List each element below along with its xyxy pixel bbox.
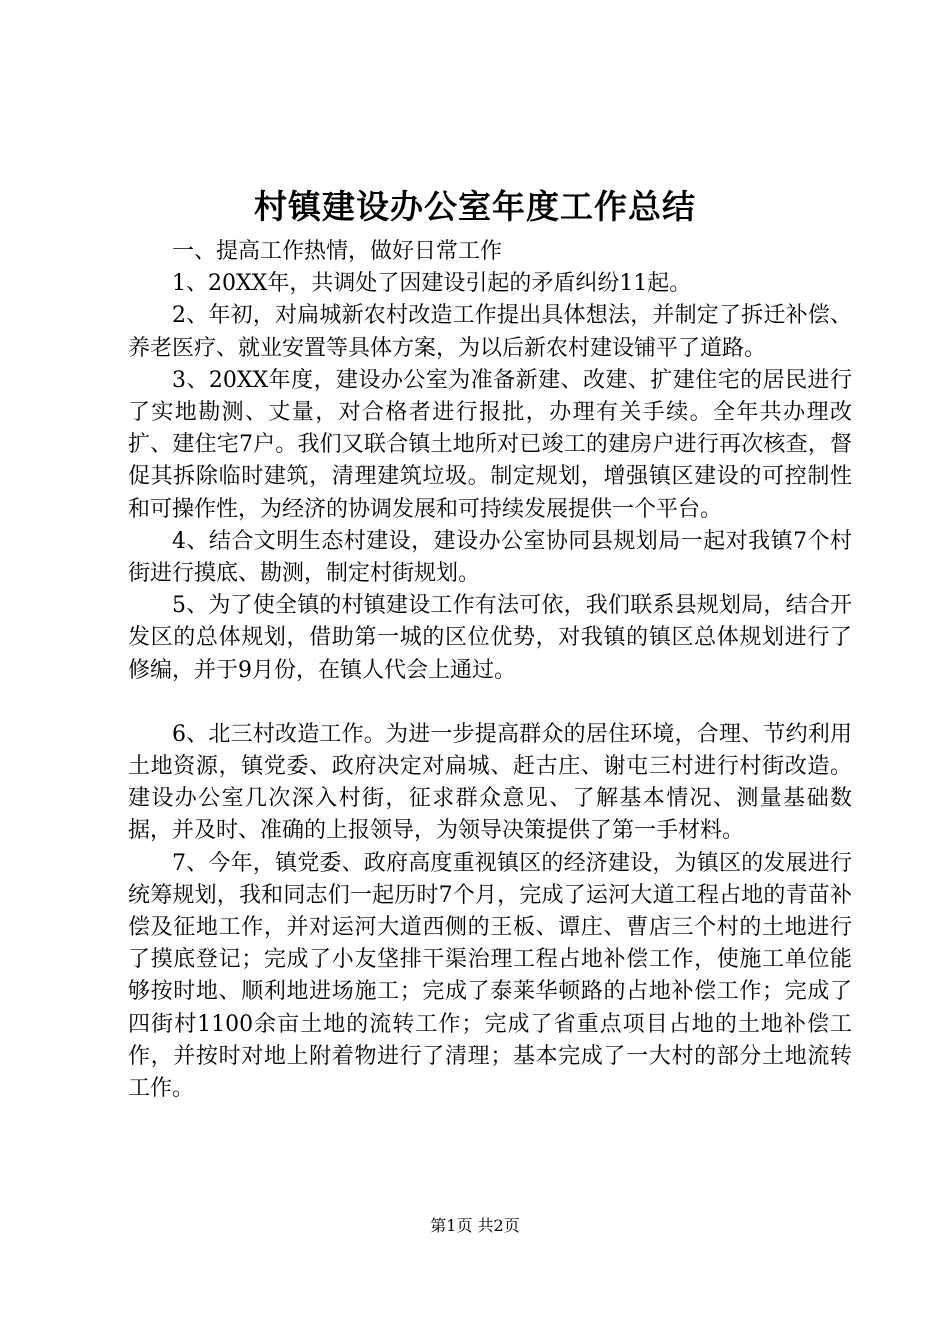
document-title: 村镇建设办公室年度工作总结 <box>254 187 696 226</box>
paragraph-item-7: 7、今年，镇党委、政府高度重视镇区的经济建设，为镇区的发展进行统筹规划，我和同志们一起历时7个月，完成了运河大道工程占地的青苗补偿及征地工作，并对运河大道西侧的王板、谭庄、曹店三个村的土地进行了摸底登记；完成了小友垡排干渠治理工程占地补偿工作，使施工单位能够按时地、顺利地进场施工；完成了泰莱华顿路的占地补偿工作；完成了四街村1100余亩土地的流转工作；完成了省重点项目占地的土地补偿工作，并按时对地上附着物进行了清理；基本完成了一大村的部分土地流转工作。 <box>128 850 852 1102</box>
paragraph-item-2: 2、年初，对扁城新农村改造工作提出具体想法，并制定了拆迁补偿、养老医疗、就业安置等具体方案，为以后新农村建设铺平了道路。 <box>128 303 852 361</box>
section-heading: 一、提高工作热情，做好日常工作 <box>172 239 503 264</box>
page-footer: 第1页 共2页 <box>430 1216 520 1235</box>
paragraph-item-6: 6、北三村改造工作。为进一步提高群众的居住环境，合理、节约利用土地资源，镇党委、政府决定对扁城、赶古庄、谢屯三村进行村街改造。建设办公室几次深入村街，征求群众意见、了解基本情况、测量基础数据，并及时、准确的上报领导，为领导决策提供了第一手材料。 <box>128 721 852 844</box>
paragraph-item-1: 1、20XX年，共调处了因建设引起的矛盾纠纷11起。 <box>172 271 692 297</box>
paragraph-spacer <box>128 687 852 719</box>
paragraph-item-5: 5、为了使全镇的村镇建设工作有法可依，我们联系县规划局，结合开发区的总体规划，借助第一城的区位优势，对我镇的镇区总体规划进行了修编，并于9月份，在镇人代会上通过。 <box>128 593 852 683</box>
document-body <box>128 236 852 1105</box>
paragraph-item-3: 3、20XX年度，建设办公室为准备新建、改建、扩建住宅的居民进行了实地勘测、丈量，对合格者进行报批，办理有关手续。全年共办理改扩、建住宅7户。我们又联合镇土地所对已竣工的建房户进行再次核查，督促其拆除临时建筑，清理建筑垃圾。制定规划，增强镇区建设的可控制性和可操作性，为经济的协调发展和可持续发展提供一个平台。 <box>128 367 852 522</box>
paragraph-item-4: 4、结合文明生态村建设，建设办公室协同县规划局一起对我镇7个村街进行摸底、勘测，制定村街规划。 <box>128 528 852 587</box>
